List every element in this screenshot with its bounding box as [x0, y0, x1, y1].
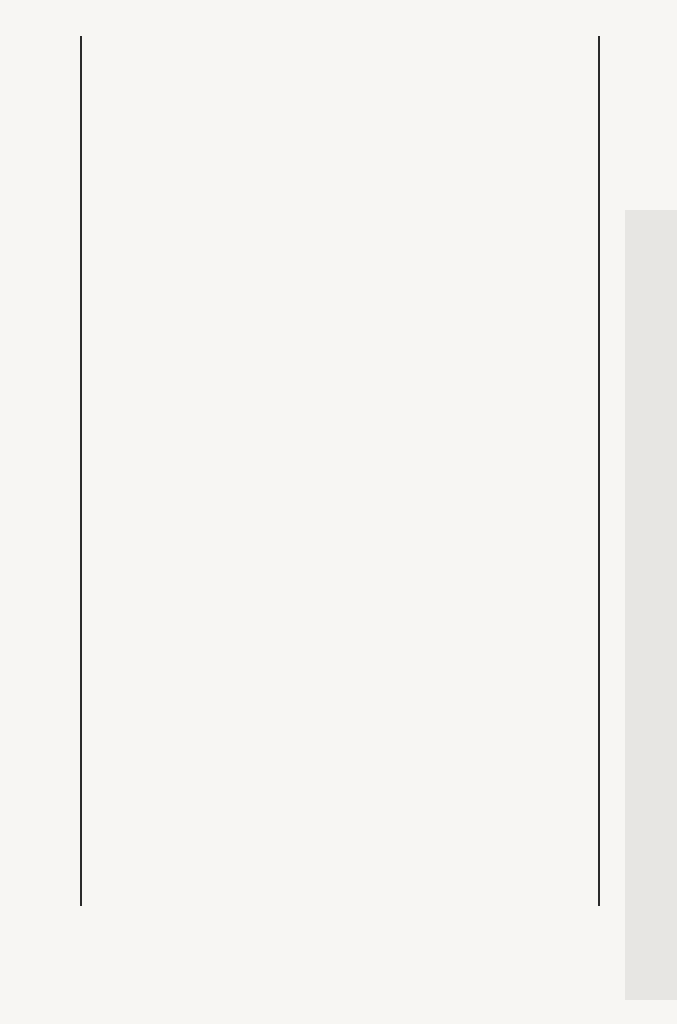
main-text-column: [90, 38, 590, 68]
scan-shadow: [625, 210, 677, 1000]
left-margin-line: [80, 36, 82, 906]
right-margin-line: [598, 36, 600, 906]
